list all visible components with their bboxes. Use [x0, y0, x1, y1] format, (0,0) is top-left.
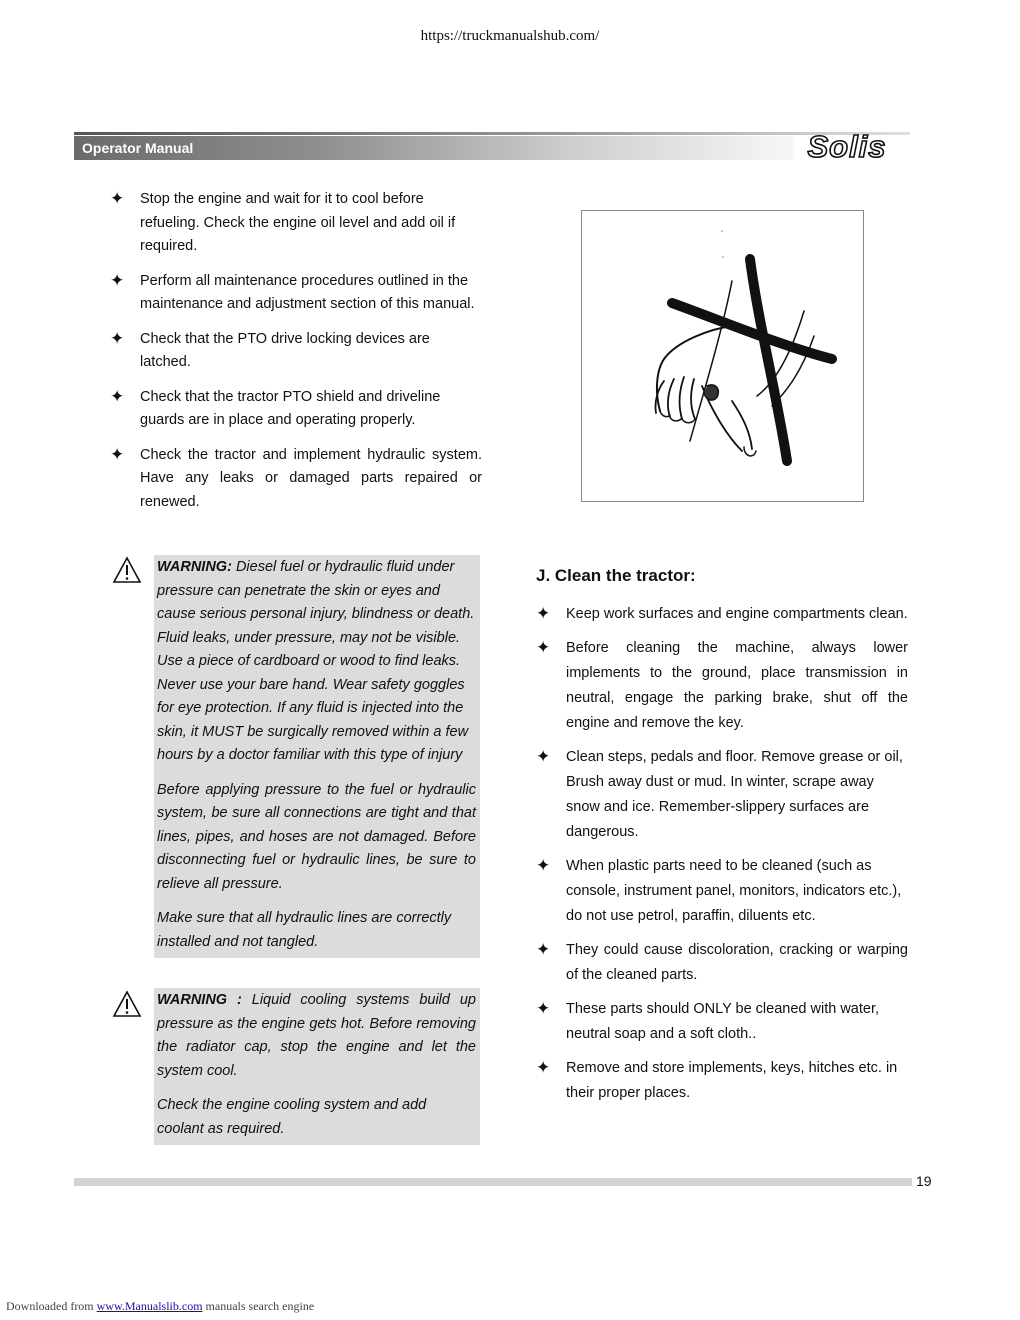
list-item [536, 938, 908, 988]
list-item-text: Check that the PTO drive locking devices are latched. [140, 330, 430, 370]
list-item [536, 636, 908, 736]
warning-triangle-icon [112, 556, 142, 584]
list-item-text: Stop the engine and wait for it to cool before refueling. Check the engine oil level and add oil if required. [140, 191, 456, 254]
section-clean-tractor [536, 566, 908, 1115]
four-point-star-icon: ✦ [536, 747, 551, 766]
list-item-text: Check the tractor and implement hydraulic system. Have any leaks or damaged parts repaired or renewed. [140, 446, 482, 510]
warning-paragraph: Check the engine cooling system and add coolant as required. [157, 1097, 427, 1137]
four-point-star-icon: ✦ [536, 604, 551, 623]
list-item [536, 745, 908, 845]
warning-box-cooling-system [154, 988, 480, 1145]
list-item-text: Remove and store implements, keys, hitches etc. in their proper places. [566, 1060, 898, 1101]
crossed-hand-icon [582, 211, 863, 501]
list-item [110, 328, 482, 375]
four-point-star-icon: ✦ [110, 189, 125, 208]
warning-label: WARNING: [157, 559, 232, 575]
list-item-text: Check that the tractor PTO shield and driveline guards are in place and operating properly. [140, 388, 441, 428]
list-item [536, 602, 908, 627]
warning-paragraph: Before applying pressure to the fuel or hydraulic system, be sure all connections are tight and that lines, pipes, and hoses are not damaged. Before disconnecting fuel or hydraulic lines, be sure to relieve all pressure. [157, 781, 476, 892]
warning-text: Diesel fuel or hydraulic fluid under pressure can penetrate the skin or eyes and cause serious personal injury, blindness or death. Fluid leaks, under pressure, may not be visible. Use a piece of cardboard or wood to find leaks. Never use your bare hand. Wear safety goggles for eye protection. If any fluid is injected into the skin, it MUST be surgically removed within a few hours by a doctor familiar with this type of injury [157, 559, 475, 763]
header-title: Operator Manual [82, 140, 194, 156]
four-point-star-icon: ✦ [536, 638, 551, 657]
list-item-text: Perform all maintenance procedures outlined in the maintenance and adjustment section of this manual. [140, 272, 475, 312]
list-item [110, 270, 482, 317]
left-bullet-list [110, 188, 482, 525]
warning-label: WARNING : [157, 992, 242, 1008]
four-point-star-icon: ✦ [536, 999, 551, 1018]
list-item [536, 1056, 908, 1106]
no-hand-illustration [581, 210, 864, 502]
list-item [536, 854, 908, 929]
download-note-suffix: manuals search engine [202, 1299, 315, 1313]
list-item-text: They could cause discoloration, cracking or warping of the cleaned parts. [566, 942, 908, 983]
list-item-text: Keep work surfaces and engine compartments clean. [566, 606, 908, 622]
four-point-star-icon: ✦ [110, 386, 125, 406]
list-item-text: These parts should ONLY be cleaned with water, neutral soap and a soft cloth.. [566, 1001, 880, 1042]
download-note-prefix: Downloaded from [6, 1299, 97, 1313]
list-item [536, 997, 908, 1047]
warning-box-fluid-pressure [154, 555, 480, 958]
four-point-star-icon: ✦ [110, 444, 125, 464]
footer-rule [74, 1178, 912, 1186]
page-header [74, 132, 910, 162]
warning-triangle-icon [112, 990, 142, 1018]
source-url: https://truckmanualshub.com/ [420, 28, 600, 44]
four-point-star-icon: ✦ [110, 270, 125, 290]
four-point-star-icon: ✦ [536, 1058, 551, 1077]
list-item [110, 444, 482, 515]
list-item [110, 386, 482, 433]
four-point-star-icon: ✦ [536, 940, 551, 959]
page-number: 19 [916, 1173, 932, 1189]
list-item-text: Before cleaning the machine, always lower implements to the ground, place transmission in neutral, engage the parking brake, shut off the engine and remove the key. [566, 640, 908, 731]
header-bar [74, 136, 794, 160]
list-item-text: Clean steps, pedals and floor. Remove grease or oil, Brush away dust or mud. In winter, scrape away snow and ice. Remember-slippery surfaces are dangerous. [566, 749, 903, 840]
four-point-star-icon: ✦ [536, 856, 551, 875]
manualslib-link[interactable]: www.Manualslib.com [96, 1299, 203, 1313]
warning-paragraph: Make sure that all hydraulic lines are correctly installed and not tangled. [157, 910, 452, 950]
logo-text: Solis [807, 130, 887, 164]
solis-logo [784, 130, 910, 164]
four-point-star-icon: ✦ [110, 328, 125, 348]
list-item [110, 188, 482, 259]
download-note [6, 1299, 314, 1314]
warning-text: Liquid cooling systems build up pressure as the engine gets hot. Before removing the radiator cap, stop the engine and let the system cool. [157, 992, 477, 1079]
section-title: J. Clean the tractor: [536, 566, 696, 585]
list-item-text: When plastic parts need to be cleaned (such as console, instrument panel, monitors, indicators etc.), do not use petrol, paraffin, diluents etc. [566, 858, 902, 924]
